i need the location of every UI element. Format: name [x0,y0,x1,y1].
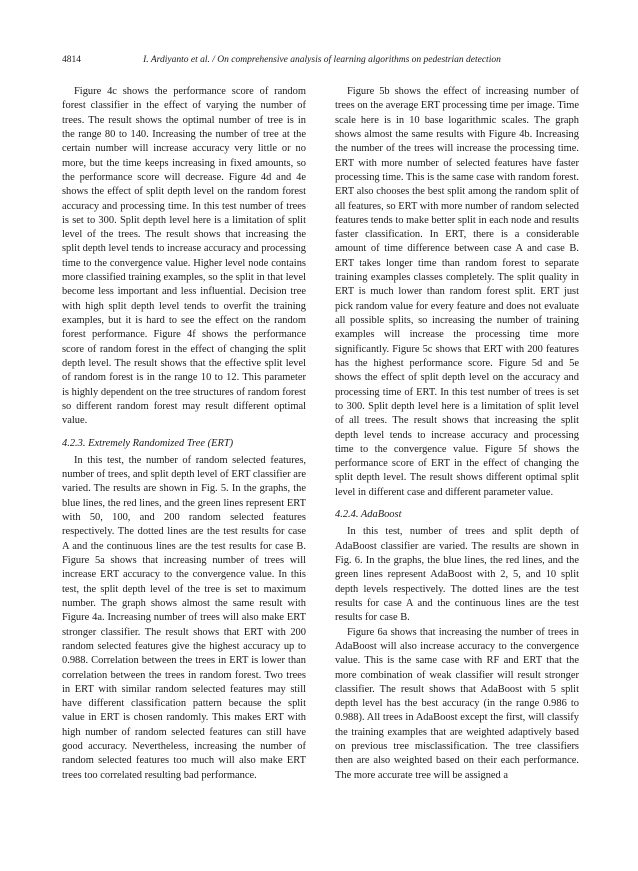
running-title: I. Ardiyanto et al. / On comprehensive analysis of learning algorithms on pedestrian detection [143,55,501,65]
paragraph-rf-results: Figure 4c shows the performance score of random forest classifier in the effect of varying the number of trees. The result shows the optimal number of tree is in the range 80 to 140. Increasing the number of tree at the certain number will increase accuracy very little or no more, but the time keeps increasing in fixed amounts, so the performance score will decrease. Figure 4d and 4e shows the effect of split depth level on the random forest accuracy and processing time. In this test number of trees is set to 300. Split depth level here is a limitation of split level of the trees. The result shows that increasing the split depth level tends to increase accuracy and processing time to the convergence value. Higher level node contains more classified training examples, so the split in that level become less important and less influential. Decision tree with high split depth level tends to overfit the training examples, but it is hard to see the effect on the random forest performance. Figure 4f shows the performance score of random forest in the effect of changing the split depth level. The result shows that the effective split level of random forest is in the range 10 to 12. This parameter is highly dependent on the tree structures of random forest so different random forest may result different optimal value. [62,86,306,427]
page-header [62,55,582,69]
section-heading-ert: 4.2.3. Extremely Randomized Tree (ERT) [62,437,234,449]
right-column [335,85,579,783]
paragraph-adaboost-accuracy: Figure 6a shows that increasing the number of trees in AdaBoost will also increase accuracy to the convergence value. This is the same case with RF and ERT that the more combination of weak classifier will result stronger classifier. The result shows that AdaBoost with 5 split depth level has the best accuracy (in the range 0.986 to 0.988). All trees in AdaBoost except the first, will classify the training examples that are weighted adaptively based on previous tree misclassification. The tree classifiers then are also weighted based on their each performance. The more accurate tree will be assigned a [335,626,579,781]
left-column [62,85,306,783]
paragraph-adaboost-test: In this test, number of trees and split depth of AdaBoost classifier are varied. The results are shown in Fig. 6. In the graphs, the blue lines, the red lines, and the green lines represent AdaBoost with 2, 5, and 10 split depth levels respectively. The dotted lines are the test results for case A and the continuous lines are the test results for case B. [335,526,579,624]
paragraph-ert-time: Figure 5b shows the effect of increasing number of trees on the average ERT processing time per image. Time scale here is in 10 base logarithmic scales. The graph shows almost the same results with Figure 4b. Increasing the number of the trees will increase the processing time. ERT with more number of selected features have faster processing time. This is the same case with random forest. ERT also chooses the best split among the random split of all features, so ERT with more number of random selected features tends to make better split in each node and results faster classification. In ERT, there is a considerable amount of time difference between case A and case B. ERT takes longer time than random forest to separate training examples classes completely. The split quality in ERT is much lower than random forest split. ERT just pick random value for every feature and does not evaluate all possible splits, so increasing the number of training examples will increase the processing time more significantly. Figure 5c shows that ERT with 200 features has the highest performance score. Figure 5d and 5e shows the effect of split depth level on the accuracy and processing time of ERT. In this test number of trees is set to 300. Split depth level here is a limitation of split level of all trees. The result shows that increasing the split depth level tends to increase accuracy and processing time to the convergence value. Figure 5f shows the performance score of ERT in the effect of changing the split depth level. The result shows different optimal split level in different case and different parameter value. [335,86,579,498]
paragraph-ert-test: In this test, the number of random selected features, number of trees, and split depth level of ERT classifier are varied. The results are shown in Fig. 5. In the graphs, the blue lines, the red lines, and the green lines represent ERT with 50, 100, and 200 random selected features respectively. The dotted lines are the test results for case A and the continuous lines are the test results for case B. Figure 5a shows that increasing number of trees will increase ERT accuracy to the convergence value. In this test, the split depth level of the tree is set to maximum number. The graph shows almost the same result with Figure 4a. Increasing number of trees will also make ERT stronger classifier. The result shows that ERT with 200 random selected features give the highest accuracy up to 0.988. Correlation between the trees in ERT is lower than correlation between the trees in random forest. Two trees in ERT with similar random selected features may still have different classification pattern because the split value in ERT is chosen randomly. This makes ERT with high number of random selected features can still have good accuracy. Nevertheless, increasing the number of random selected features too much will also make ERT trees too correlated resulting bad performance. [62,454,306,781]
section-heading-adaboost: 4.2.4. AdaBoost [335,509,402,521]
page-number: 4814 [62,55,81,65]
